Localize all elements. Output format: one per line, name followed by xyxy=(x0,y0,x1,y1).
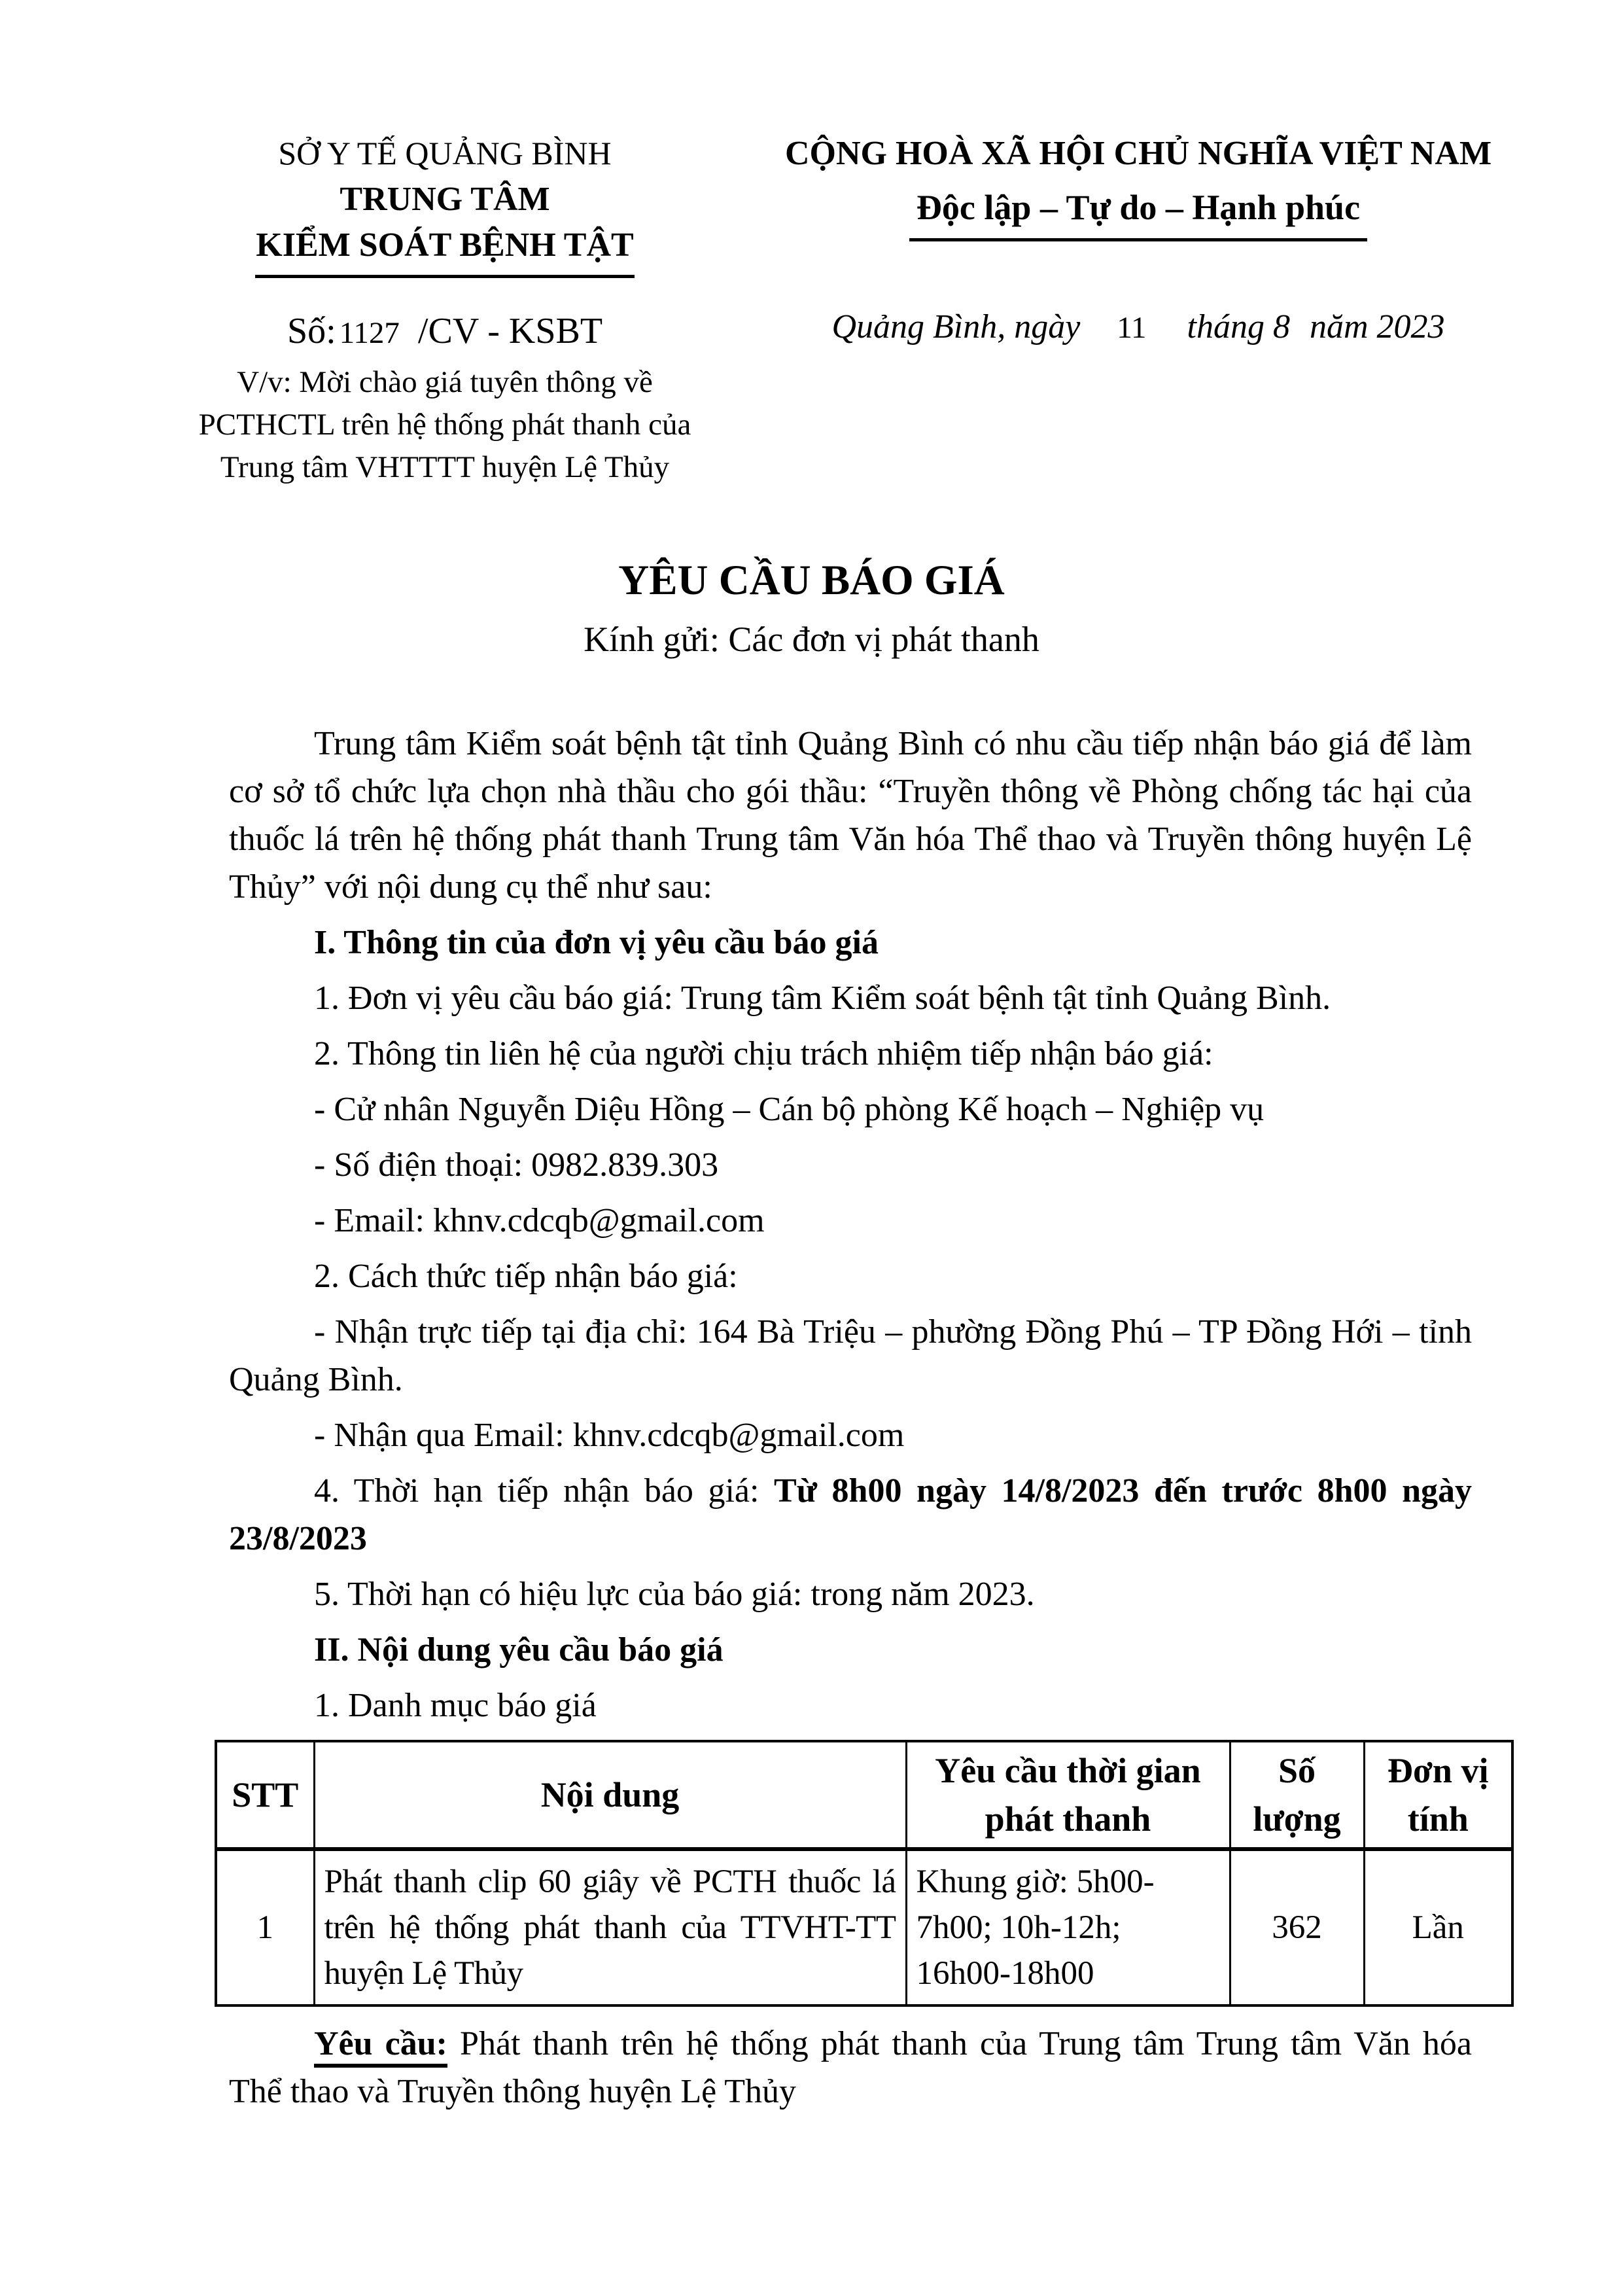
salutation-line: Kính gửi: Các đơn vị phát thanh xyxy=(584,620,1039,659)
col-header-unit: Đơn vị tính xyxy=(1364,1741,1512,1849)
issuing-agency-block xyxy=(150,130,739,489)
document-subject xyxy=(150,361,739,489)
requirement-note xyxy=(229,2020,1472,2115)
col-header-quantity: Số lượng xyxy=(1230,1741,1364,1849)
document-number-suffix: /CV - KSBT xyxy=(417,311,603,351)
subject-line-1: V/v: Mời chào giá tuyên thông về xyxy=(237,365,653,399)
item-receiving-method: 2. Cách thức tiếp nhận báo giá: xyxy=(314,1258,738,1295)
row-unit: Lần xyxy=(1364,1849,1512,2005)
intro-paragraph: Trung tâm Kiểm soát bệnh tật tỉnh Quảng Bình có nhu cầu tiếp nhận báo giá để làm cơ sở tổ chức lựa chọn nhà thầu cho gói thầu: “Truyền thông về Phòng chống tác hại của thuốc lá trên hệ thống phát thanh Trung tâm Văn hóa Thể thao và Truyền thông huyện Lệ Thủy” với nội dung cụ thể như sau: xyxy=(229,725,1472,906)
national-header-block xyxy=(739,130,1537,351)
requirement-paragraph xyxy=(229,2020,1472,2115)
receive-direct-line: - Nhận trực tiếp tại địa chỉ: 164 Bà Triệu – phường Đồng Phú – TP Đồng Hới – tỉnh Quảng Bình. xyxy=(229,1313,1472,1398)
requirement-text: Phát thanh trên hệ thống phát thanh của Trung tâm Trung tâm Văn hóa Thể thao và Truyền thông huyện Lệ Thủy xyxy=(229,2025,1472,2110)
agency-name-line2: KIỂM SOÁT BỆNH TẬT xyxy=(256,226,634,264)
subject-line-2: PCTHCTL trên hệ thống phát thanh của xyxy=(198,408,691,442)
date-day: 11 xyxy=(1117,311,1147,345)
place-date-prefix: Quảng Bình, ngày xyxy=(831,308,1081,345)
date-month: tháng 8 xyxy=(1187,308,1290,345)
deadline-bold-range: Từ 8h00 ngày 14/8/2023 đến trước 8h00 ngày 23/8/2023 xyxy=(229,1472,1472,1557)
subject-line-3: Trung tâm VHTTTT huyện Lệ Thủy xyxy=(220,450,670,484)
deadline-prefix: 4. Thời hạn tiếp nhận báo giá: xyxy=(314,1472,775,1510)
item-contact-info: 2. Thông tin liên hệ của người chịu trách nhiệm tiếp nhận báo giá: xyxy=(314,1035,1213,1072)
quote-items-table xyxy=(215,1740,1514,2007)
section2-subitem: 1. Danh mục báo giá xyxy=(314,1687,597,1724)
table-row xyxy=(216,1849,1512,2005)
parent-agency-name: SỞ Y TẾ QUẢNG BÌNH xyxy=(278,135,612,171)
place-date-line xyxy=(739,304,1537,351)
document-number-label: Số: xyxy=(287,311,336,351)
document-number-line xyxy=(150,308,739,356)
national-motto-line1: CỘNG HOÀ XÃ HỘI CHỦ NGHĨA VIỆT NAM xyxy=(784,135,1492,172)
agency-name-line1: TRUNG TÂM xyxy=(340,181,550,218)
row-broadcast-time: Khung giờ: 5h00-7h00; 10h-12h; 16h00-18h00 xyxy=(906,1849,1230,2005)
requirement-label: Yêu cầu: xyxy=(314,2025,447,2068)
date-year: năm 2023 xyxy=(1310,308,1445,345)
contact-name-line: - Cử nhân Nguyễn Diệu Hồng – Cán bộ phòng Kế hoạch – Nghiệp vụ xyxy=(314,1091,1265,1128)
row-stt: 1 xyxy=(216,1849,314,2005)
agency-underline xyxy=(255,275,635,278)
document-body xyxy=(229,720,1489,2115)
contact-phone-line: - Số điện thoại: 0982.839.303 xyxy=(314,1146,719,1184)
row-content: Phát thanh clip 60 giây về PCTH thuốc lá trên hệ thống phát thanh của TTVHT-TT huyện Lệ Thủy xyxy=(314,1849,906,2005)
contact-email-line: - Email: khnv.cdcqb@gmail.com xyxy=(314,1202,765,1239)
document-header xyxy=(0,0,1623,489)
receive-email-line: - Nhận qua Email: khnv.cdcqb@gmail.com xyxy=(314,1417,905,1454)
table-header-row xyxy=(216,1741,1512,1849)
document-title: YÊU CẦU BÁO GIÁ xyxy=(618,557,1005,604)
section1-heading: I. Thông tin của đơn vị yêu cầu báo giá xyxy=(314,924,879,961)
document-number-value: 1127 xyxy=(339,316,400,350)
motto-underline xyxy=(909,238,1367,241)
col-header-broadcast-time: Yêu cầu thời gian phát thanh xyxy=(906,1741,1230,1849)
item-validity: 5. Thời hạn có hiệu lực của báo giá: trong năm 2023. xyxy=(314,1576,1035,1613)
section2-heading: II. Nội dung yêu cầu báo giá xyxy=(314,1631,724,1669)
row-quantity: 362 xyxy=(1230,1849,1364,2005)
col-header-stt: STT xyxy=(216,1741,314,1849)
col-header-content: Nội dung xyxy=(314,1741,906,1849)
item-deadline xyxy=(229,1467,1472,1563)
item-requesting-unit: 1. Đơn vị yêu cầu báo giá: Trung tâm Kiểm soát bệnh tật tỉnh Quảng Bình. xyxy=(314,980,1331,1017)
national-motto-line2: Độc lập – Tự do – Hạnh phúc xyxy=(916,188,1361,227)
